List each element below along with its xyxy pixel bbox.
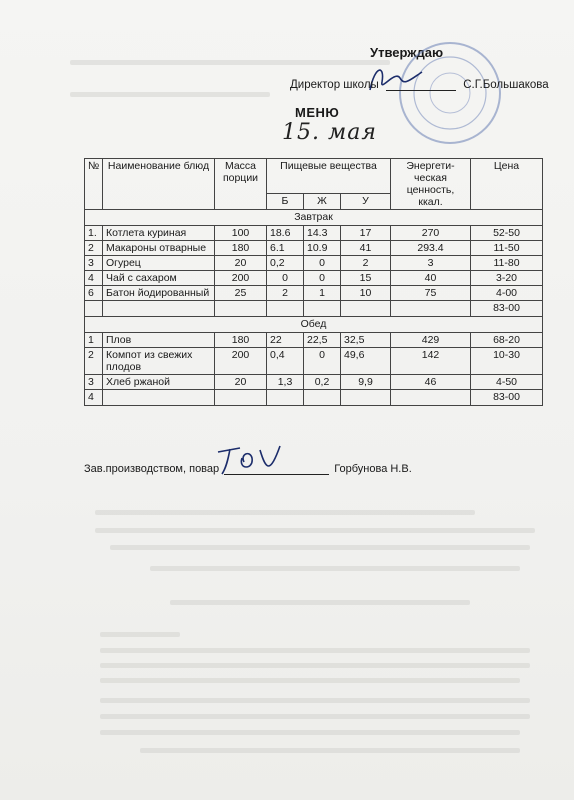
cell-carbs: 17 <box>341 226 391 241</box>
cell-protein: 2 <box>267 286 304 301</box>
cell-fat: 10.9 <box>304 241 341 256</box>
bleed-through-line <box>100 632 180 637</box>
table-row-total <box>85 301 543 317</box>
table-row <box>85 348 543 375</box>
col-header-nutrients: Пищевые вещества <box>267 159 391 194</box>
cell-price: 68-20 <box>471 333 543 348</box>
cell-price: 4-00 <box>471 286 543 301</box>
cell-mass: 20 <box>215 375 267 390</box>
cell-price: 52-50 <box>471 226 543 241</box>
cell-name: Макароны отварные <box>103 241 215 256</box>
col-header-mass: Масса порции <box>215 159 267 210</box>
col-header-price: Цена <box>471 159 543 210</box>
cell-name: Котлета куриная <box>103 226 215 241</box>
cell-protein: 18.6 <box>267 226 304 241</box>
bleed-through-line <box>170 600 470 605</box>
bleed-through-line <box>100 678 520 683</box>
approval-title: Утверждаю <box>370 45 444 60</box>
cell-fat: 1 <box>304 286 341 301</box>
col-header-carbs: У <box>341 194 391 210</box>
menu-date: 15. мая <box>282 120 377 145</box>
bleed-through-line <box>100 648 530 653</box>
cell-mass: 200 <box>215 348 267 375</box>
section-title-breakfast: Завтрак <box>85 210 543 226</box>
cell-price: 3-20 <box>471 271 543 286</box>
director-name: С.Г.Большакова <box>463 79 549 91</box>
bleed-through-line <box>100 714 530 719</box>
bleed-through-line <box>140 748 520 753</box>
cell-num: 2 <box>85 241 103 256</box>
cell-energy: 270 <box>391 226 471 241</box>
cell-carbs: 41 <box>341 241 391 256</box>
col-header-name: Наименование блюд <box>103 159 215 210</box>
cell-name: Чай с сахаром <box>103 271 215 286</box>
cell-price: 10-30 <box>471 348 543 375</box>
director-row <box>290 79 549 91</box>
cell-price: 11-50 <box>471 241 543 256</box>
signature-line <box>224 464 329 475</box>
col-header-num: № <box>85 159 103 210</box>
table-row-total <box>85 390 543 406</box>
bleed-through-line <box>95 528 535 533</box>
cell-fat: 0 <box>304 348 341 375</box>
cell-protein: 1,3 <box>267 375 304 390</box>
cell-energy: 46 <box>391 375 471 390</box>
cell-mass: 20 <box>215 256 267 271</box>
cell-carbs: 49,6 <box>341 348 391 375</box>
col-header-energy: Энергети-ческая ценность, ккал. <box>391 159 471 210</box>
table-row <box>85 271 543 286</box>
col-header-protein: Б <box>267 194 304 210</box>
table-row <box>85 333 543 348</box>
col-header-fat: Ж <box>304 194 341 210</box>
cell-num: 4 <box>85 271 103 286</box>
footer-label: Зав.производством, повар <box>84 463 220 475</box>
cell-mass: 200 <box>215 271 267 286</box>
cell-name: Батон йодированный <box>103 286 215 301</box>
cell-total-price: 83-00 <box>471 390 543 406</box>
cell-energy: 75 <box>391 286 471 301</box>
cell-fat: 14.3 <box>304 226 341 241</box>
cell-carbs: 15 <box>341 271 391 286</box>
table-row <box>85 241 543 256</box>
bleed-through-line <box>95 510 475 515</box>
cell-protein: 22 <box>267 333 304 348</box>
cell-energy: 142 <box>391 348 471 375</box>
cell-protein: 0,2 <box>267 256 304 271</box>
cell-fat: 0,2 <box>304 375 341 390</box>
cell-name: Хлеб ржаной <box>103 375 215 390</box>
director-label: Директор школы <box>290 79 379 91</box>
footer-name: Горбунова Н.В. <box>334 463 412 475</box>
section-title-lunch: Обед <box>85 317 543 333</box>
table-row <box>85 286 543 301</box>
cell-total-price: 83-00 <box>471 301 543 317</box>
menu-title: МЕНЮ <box>295 105 340 120</box>
signature-line <box>386 80 456 91</box>
cell-name: Компот из свежих плодов <box>103 348 215 375</box>
cell-num: 1 <box>85 333 103 348</box>
cell-fat: 0 <box>304 271 341 286</box>
table-row <box>85 226 543 241</box>
cell-energy: 293.4 <box>391 241 471 256</box>
cell-energy: 429 <box>391 333 471 348</box>
table-row <box>85 375 543 390</box>
footer-row <box>84 463 412 475</box>
cell-energy: 3 <box>391 256 471 271</box>
cell-price: 11-80 <box>471 256 543 271</box>
cell-mass: 180 <box>215 333 267 348</box>
bleed-through-line <box>100 698 530 703</box>
cell-carbs: 2 <box>341 256 391 271</box>
cell-fat: 22,5 <box>304 333 341 348</box>
cell-num: 2 <box>85 348 103 375</box>
cell-energy: 40 <box>391 271 471 286</box>
cell-mass: 25 <box>215 286 267 301</box>
bleed-through-line <box>110 545 530 550</box>
cell-protein: 0,4 <box>267 348 304 375</box>
cell-price: 4-50 <box>471 375 543 390</box>
cell-protein: 6.1 <box>267 241 304 256</box>
bleed-through-line <box>100 730 520 735</box>
bleed-through-line <box>100 663 530 668</box>
menu-table <box>84 158 543 406</box>
cell-carbs: 10 <box>341 286 391 301</box>
cell-num: 6 <box>85 286 103 301</box>
cell-num: 4 <box>85 390 103 406</box>
bleed-through-line <box>70 60 390 65</box>
cell-carbs: 32,5 <box>341 333 391 348</box>
cell-num: 3 <box>85 375 103 390</box>
cell-mass: 100 <box>215 226 267 241</box>
cell-num: 1. <box>85 226 103 241</box>
cell-protein: 0 <box>267 271 304 286</box>
cell-carbs: 9,9 <box>341 375 391 390</box>
bleed-through-line <box>70 92 270 97</box>
cell-name: Огурец <box>103 256 215 271</box>
bleed-through-line <box>150 566 520 571</box>
cell-fat: 0 <box>304 256 341 271</box>
cell-mass: 180 <box>215 241 267 256</box>
cell-name: Плов <box>103 333 215 348</box>
cell-num: 3 <box>85 256 103 271</box>
table-row <box>85 256 543 271</box>
